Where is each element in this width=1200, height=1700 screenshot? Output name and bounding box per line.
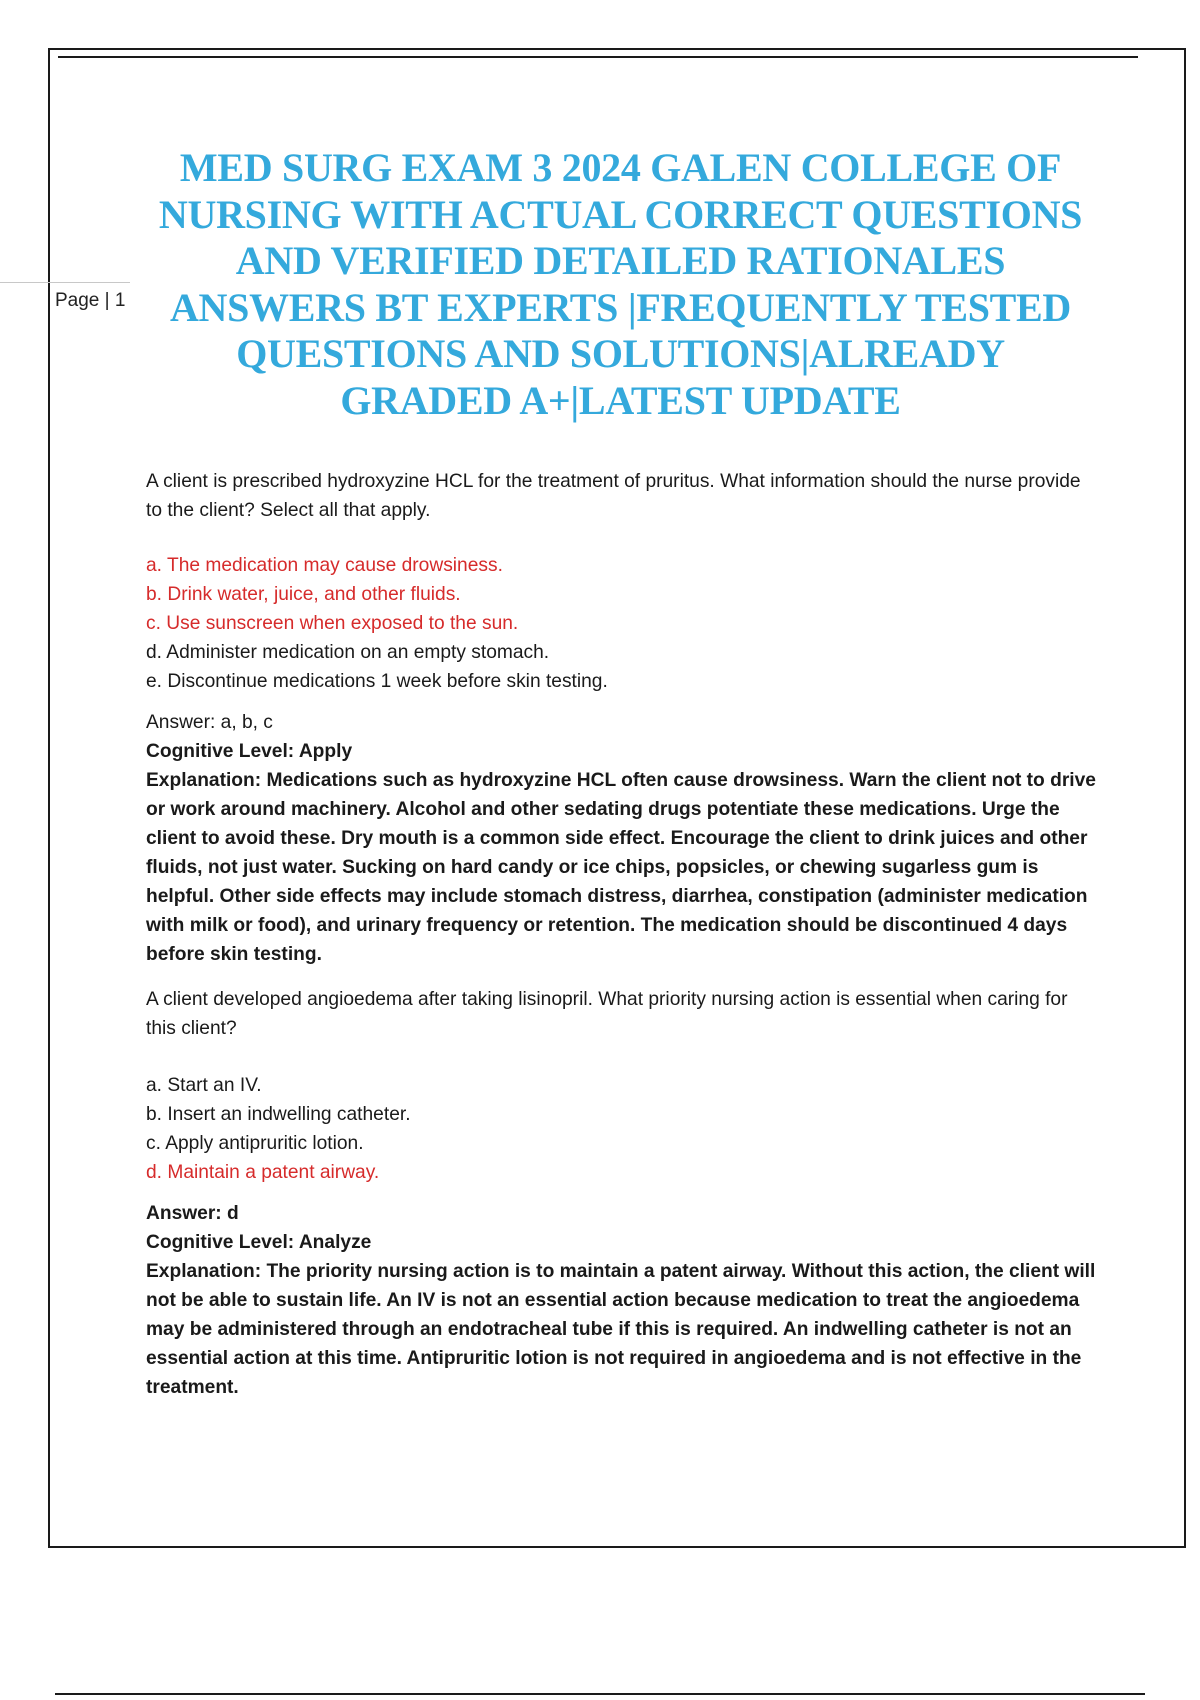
cognitive-level: Cognitive Level: Analyze: [146, 1232, 372, 1253]
question-block-1: [146, 467, 1096, 969]
option: a. Start an IV.: [146, 1075, 262, 1096]
option: b. Insert an indwelling catheter.: [146, 1104, 411, 1125]
answer-line: Answer: a, b, c: [146, 712, 273, 733]
option-correct: c. Use sunscreen when exposed to the sun.: [146, 613, 519, 634]
explanation: Explanation: The priority nursing action is to maintain a patent airway. Without this action, the client will not be able to sustain life. An IV is not an essential action because medication to treat the angioedema may be administered through an endotracheal tube if this is required. An indwelling catheter is not an essential action at this time. Antipruritic lotion is not required in angioedema and is not effective in the treatment.: [146, 1261, 1096, 1398]
document-content: [146, 467, 1096, 1418]
option: c. Apply antipruritic lotion.: [146, 1133, 364, 1154]
explanation: Explanation: Medications such as hydroxyzine HCL often cause drowsiness. Warn the client not to drive or work around machinery. Alcohol and other sedating drugs potentiate these medications. Urge the client to avoid these. Dry mouth is a common side effect. Encourage the client to drink juices and other fluids, not just water. Sucking on hard candy or ice chips, popsicles, or chewing sugarless gum is helpful. Other side effects may include stomach distress, diarrhea, constipation (administer medication with milk or food), and urinary frequency or retention. The medication should be discontinued 4 days before skin testing.: [146, 770, 1096, 965]
page-number-label: Page | 1: [55, 290, 126, 311]
header-rule: [0, 282, 130, 283]
cognitive-level: Cognitive Level: Apply: [146, 741, 353, 762]
option: e. Discontinue medications 1 week before skin testing.: [146, 671, 608, 692]
option-correct: a. The medication may cause drowsiness.: [146, 555, 503, 576]
option-correct: d. Maintain a patent airway.: [146, 1162, 380, 1183]
answer-line: Answer: d: [146, 1203, 239, 1224]
question-block-2: [146, 985, 1096, 1402]
option-list: [146, 1071, 1096, 1187]
question-text: A client developed angioedema after taking lisinopril. What priority nursing action is essential when caring for this client?: [146, 989, 1068, 1039]
top-rule: [58, 56, 1138, 58]
option-correct: b. Drink water, juice, and other fluids.: [146, 584, 461, 605]
document-title: MED SURG EXAM 3 2024 GALEN COLLEGE OF NURSING WITH ACTUAL CORRECT QUESTIONS AND VERIFIED DETAILED RATIONALES ANSWERS BT EXPERTS |FREQUENTLY TESTED QUESTIONS AND SOLUTIONS|ALREADY GRADED A+|LATEST UPDATE: [158, 145, 1083, 423]
question-text: A client is prescribed hydroxyzine HCL for the treatment of pruritus. What information should the nurse provide to the client? Select all that apply.: [146, 471, 1081, 521]
option: d. Administer medication on an empty stomach.: [146, 642, 550, 663]
option-list: [146, 551, 1096, 696]
bottom-rule: [55, 1693, 1145, 1695]
